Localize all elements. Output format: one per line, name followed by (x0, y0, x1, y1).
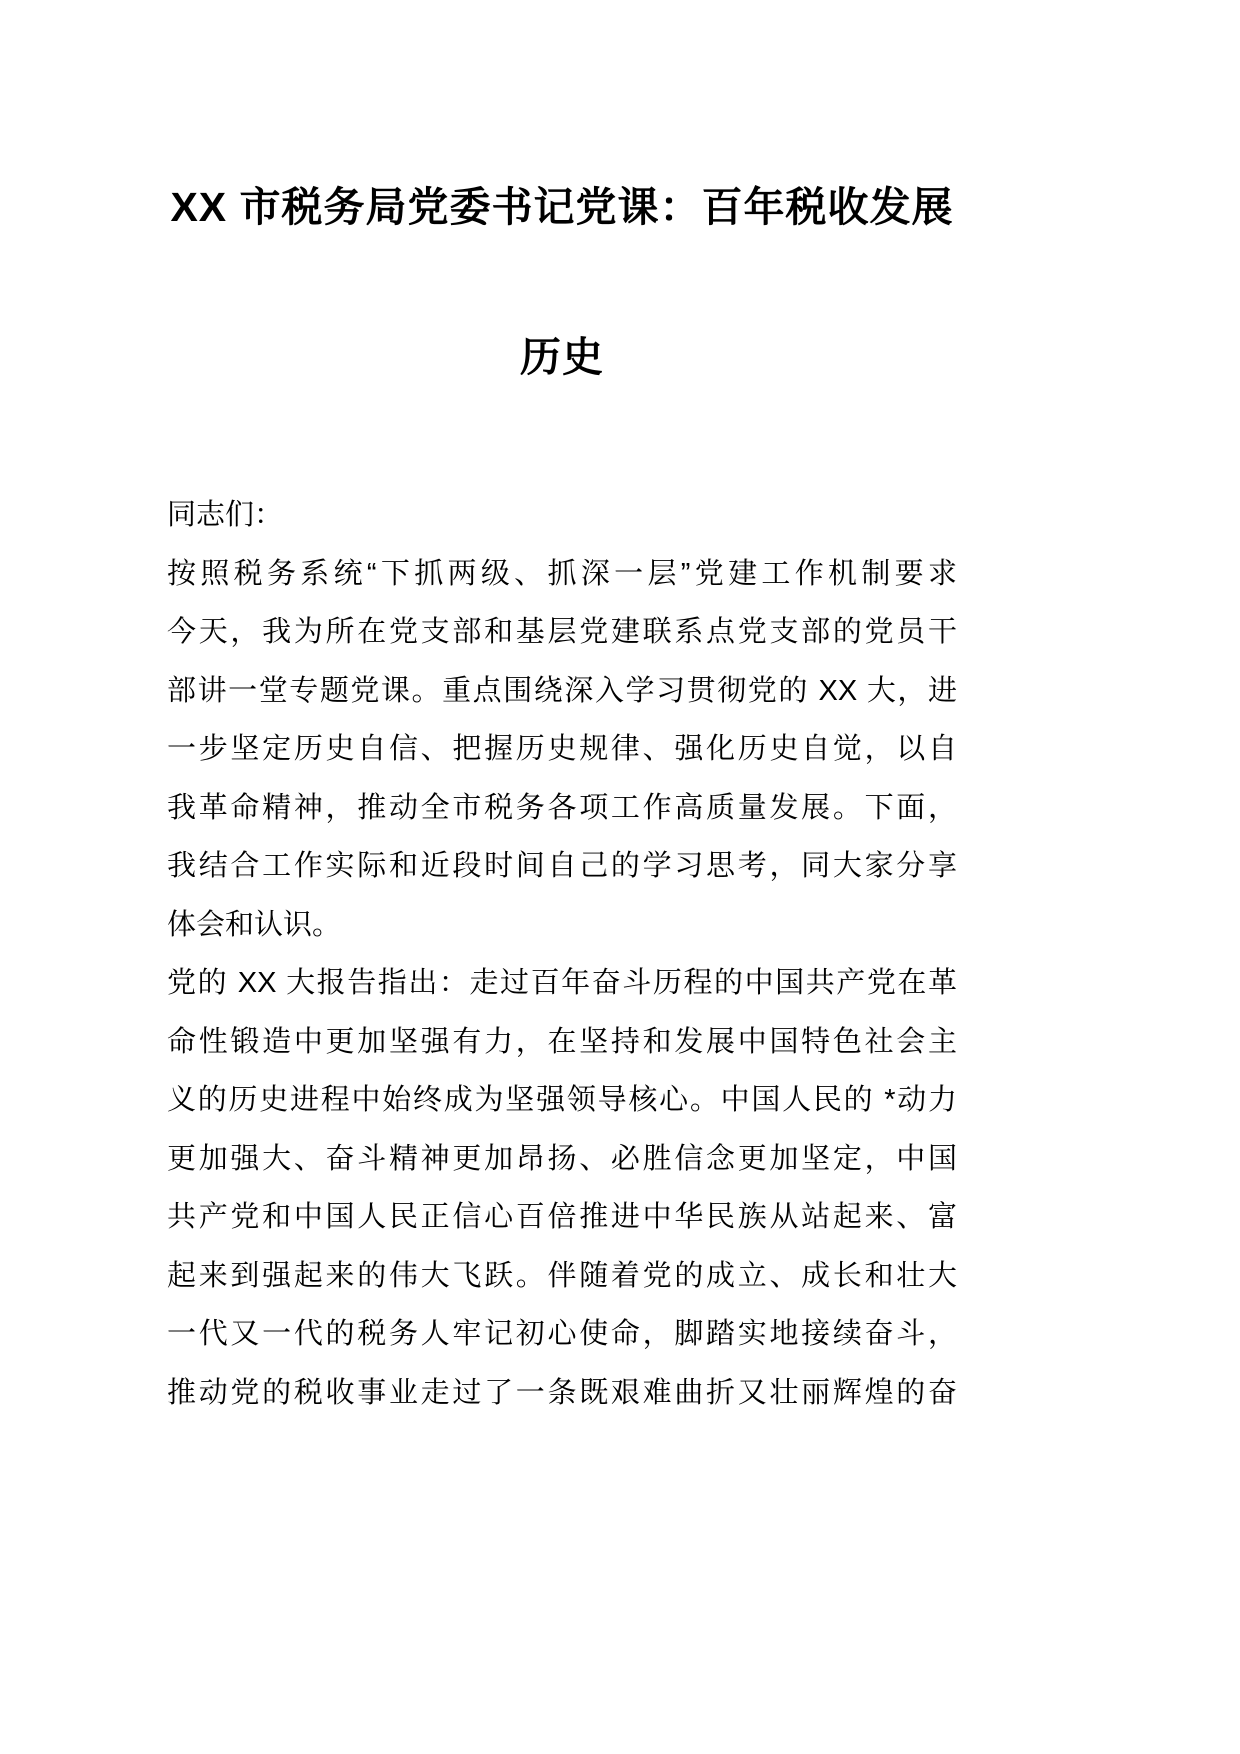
body-text-line: 义的历史进程中始终成为坚强领导核心。中国人民的 *动力 (167, 1084, 957, 1116)
body-text-line: 一代又一代的税务人牢记初心使命，脚踏实地接续奋斗， (167, 1318, 957, 1350)
body-text-line: 党的 XX 大报告指出：走过百年奋斗历程的中国共产党在革 (167, 967, 957, 999)
body-text-line: 命性锻造中更加坚强有力，在坚持和发展中国特色社会主 (167, 1025, 957, 1058)
body-text-line: 按照税务系统“下抓两级、抓深一层”党建工作机制要求 (167, 557, 957, 590)
document-title-line-2: 历史 (520, 334, 604, 380)
body-text-line: 更加强大、奋斗精神更加昂扬、必胜信念更加坚定，中国 (167, 1142, 957, 1175)
document-body (167, 486, 957, 1422)
document-title (167, 132, 957, 432)
body-text-line: 我革命精神，推动全市税务各项工作高质量发展。下面， (167, 791, 957, 824)
body-text-line: 今天，我为所在党支部和基层党建联系点党支部的党员干 (167, 616, 957, 648)
body-text-line: 我结合工作实际和近段时间自己的学习思考，同大家分享 (167, 850, 957, 882)
body-text-line: 共产党和中国人民正信心百倍推进中华民族从站起来、富 (167, 1201, 957, 1233)
body-text-line: 同志们： (167, 499, 284, 531)
body-text-line: 体会和认识。 (167, 908, 342, 941)
document-content (167, 132, 957, 1422)
document-title-line-1: XX 市税务局党委书记党课：百年税收发展 (170, 184, 954, 230)
body-text-line: 推动党的税收事业走过了一条既艰难曲折又壮丽辉煌的奋 (167, 1376, 957, 1409)
body-text-line: 一步坚定历史自信、把握历史规律、强化历史自觉，以自 (167, 733, 957, 765)
body-text-line: 部讲一堂专题党课。重点围绕深入学习贯彻党的 XX 大，进 (167, 674, 957, 707)
body-text-line: 起来到强起来的伟大飞跃。伴随着党的成立、成长和壮大 (167, 1259, 957, 1292)
